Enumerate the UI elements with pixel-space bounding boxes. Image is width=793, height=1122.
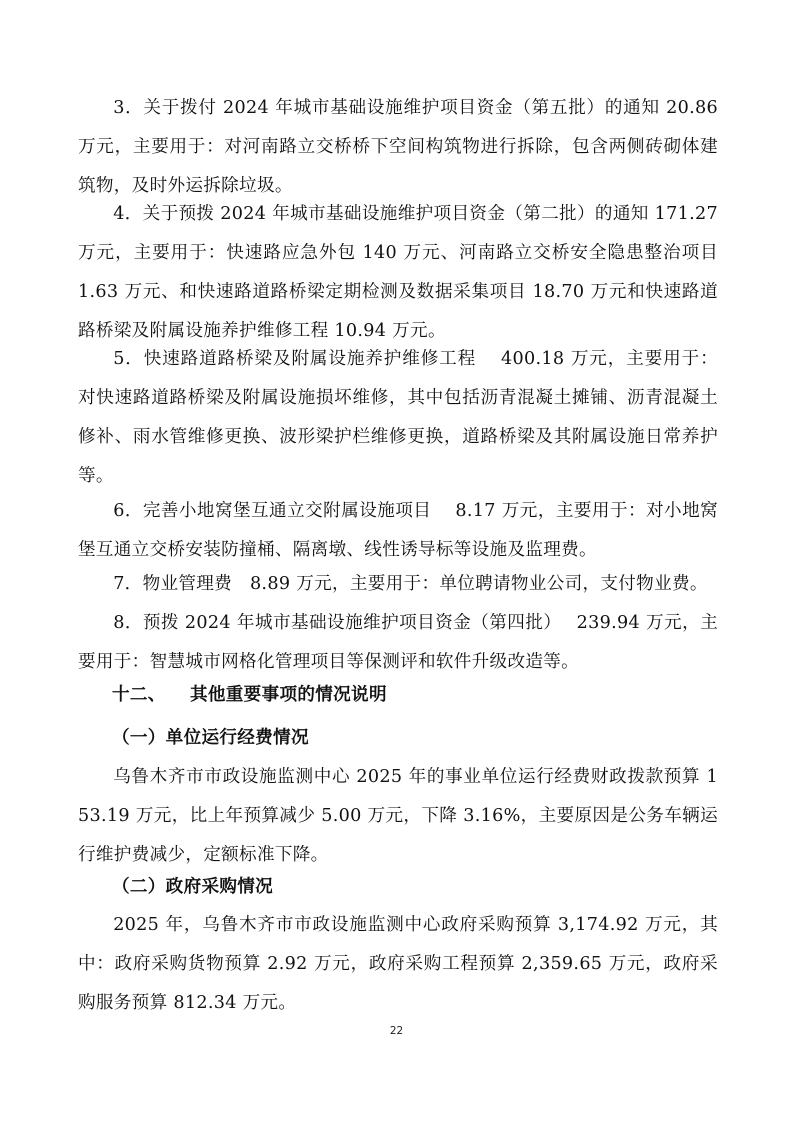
paragraph-item-5: 5．快速路道路桥梁及附属设施养护维修工程 400.18 万元，主要用于：对快速路道路桥梁及附属设施损坏维修，其中包括沥青混凝土摊铺、沥青混凝土修补、雨水管维修更换、波形梁护栏维修更换，道路桥梁及其附属设施日常养护等。: [78, 349, 718, 486]
page-number: 22: [389, 1025, 404, 1037]
section-title: 其他重要事项的情况说明: [190, 685, 387, 705]
section-heading-12: [112, 676, 387, 715]
section-number: 十二、: [112, 685, 166, 705]
subsection-heading-procurement: （二）政府采购情况: [112, 877, 274, 897]
paragraph-item-3: 3．关于拨付 2024 年城市基础设施维护项目资金（第五批）的通知 20.86 万元，主要用于：对河南路立交桥桥下空间构筑物进行拆除，包含两侧砖砌体建筑物，及时外运拆除垃圾。: [78, 98, 718, 196]
paragraph-item-7: 7．物业管理费 8.89 万元，主要用于：单位聘请物业公司，支付物业费。: [113, 574, 708, 594]
paragraph-item-6: 6．完善小地窝堡互通立交附属设施项目 8.17 万元，主要用于：对小地窝堡互通立交桥安装防撞桶、隔离墩、线性诱导标等设施及监理费。: [78, 501, 718, 560]
paragraph-operating-costs: 乌鲁木齐市市政设施监测中心 2025 年的事业单位运行经费财政拨款预算 153.19 万元，比上年预算减少 5.00 万元，下降 3.16%，主要原因是公务车辆运行维护费减少，定额标准下降。: [78, 767, 718, 865]
paragraph-item-4: 4．关于预拨 2024 年城市基础设施维护项目资金（第二批）的通知 171.27 万元，主要用于：快速路应急外包 140 万元、河南路立交桥安全隐患整治项目 1.63 万元、和快速路道路桥梁定期检测及数据采集项目 18.70 万元和快速路道路桥梁及附属设施养护维修工程 10.94 万元。: [78, 204, 718, 341]
subsection-heading-operating-costs: （一）单位运行经费情况: [112, 728, 309, 748]
paragraph-procurement: 2025 年，乌鲁木齐市市政设施监测中心政府采购预算 3,174.92 万元，其中：政府采购货物预算 2.92 万元，政府采购工程预算 2,359.65 万元，政府采购服务预算 812.34 万元。: [78, 915, 718, 1013]
paragraph-item-8: 8．预拨 2024 年城市基础设施维护项目资金（第四批） 239.94 万元，主要用于：智慧城市网格化管理项目等保测评和软件升级改造等。: [78, 613, 718, 672]
